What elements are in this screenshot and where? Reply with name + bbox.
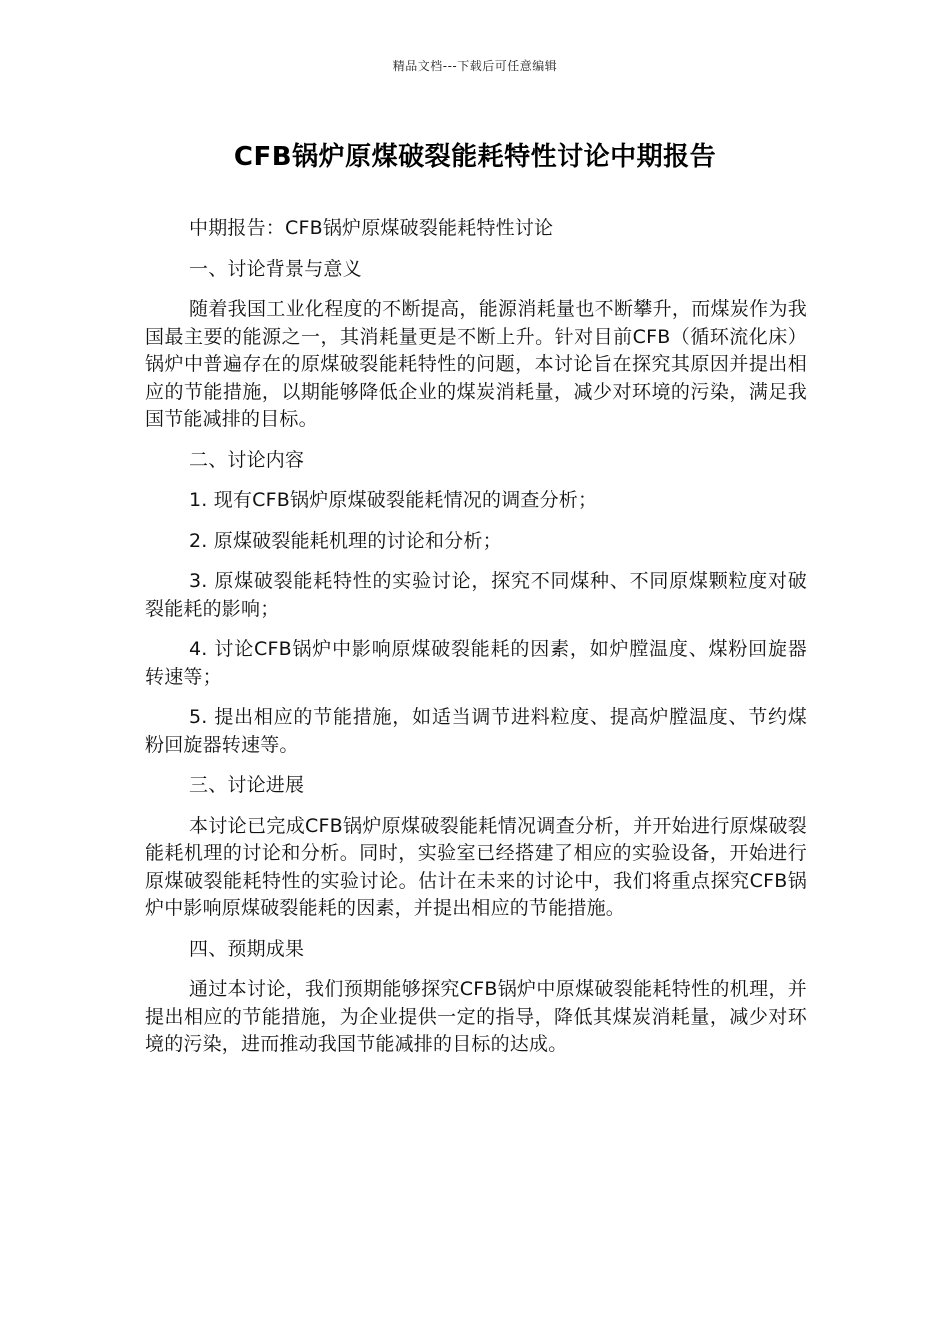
document-title: CFB锅炉原煤破裂能耗特性讨论中期报告 <box>233 142 717 172</box>
expected-results-paragraph: 通过本讨论，我们预期能够探究CFB锅炉中原煤破裂能耗特性的机理，并提出相应的节能措施，为企业提供一定的指导，降低其煤炭消耗量，减少对环境的污染，进而推动我国节能减排的目标的达成。 <box>145 978 807 1055</box>
content-item-5: 5. 提出相应的节能措施，如适当调节进料粒度、提高炉膛温度、节约煤粉回旋器转速等。 <box>145 706 807 756</box>
content-item-2: 2. 原煤破裂能耗机理的讨论和分析； <box>189 529 502 552</box>
document-body <box>145 215 807 1072</box>
content-item-3: 3. 原煤破裂能耗特性的实验讨论，探究不同煤种、不同原煤颗粒度对破裂能耗的影响； <box>145 570 807 620</box>
content-item-4: 4. 讨论CFB锅炉中影响原煤破裂能耗的因素，如炉膛温度、煤粉回旋器转速等； <box>145 638 807 688</box>
progress-paragraph: 本讨论已完成CFB锅炉原煤破裂能耗情况调查分析，并开始进行原煤破裂能耗机理的讨论和分析。同时，实验室已经搭建了相应的实验设备，开始进行原煤破裂能耗特性的实验讨论。估计在未来的讨论中，我们将重点探究CFB锅炉中影响原煤破裂能耗的因素，并提出相应的节能措施。 <box>145 814 807 919</box>
report-subtitle: 中期报告：CFB锅炉原煤破裂能耗特性讨论 <box>189 217 554 239</box>
background-paragraph: 随着我国工业化程度的不断提高，能源消耗量也不断攀升，而煤炭作为我国最主要的能源之一，其消耗量更是不断上升。针对目前CFB（循环流化床）锅炉中普遍存在的原煤破裂能耗特性的问题，本讨论旨在探究其原因并提出相应的节能措施，以期能够降低企业的煤炭消耗量，减少对环境的污染，满足我国节能减排的目标。 <box>145 298 807 430</box>
content-item-1: 1. 现有CFB锅炉原煤破裂能耗情况的调查分析； <box>189 489 598 511</box>
section-heading-progress: 三、讨论进展 <box>189 774 305 796</box>
section-heading-background: 一、讨论背景与意义 <box>189 257 362 280</box>
header-note: 精品文档---下载后可任意编辑 <box>392 59 558 73</box>
section-heading-expected-results: 四、预期成果 <box>189 937 305 960</box>
section-heading-content: 二、讨论内容 <box>189 448 305 471</box>
